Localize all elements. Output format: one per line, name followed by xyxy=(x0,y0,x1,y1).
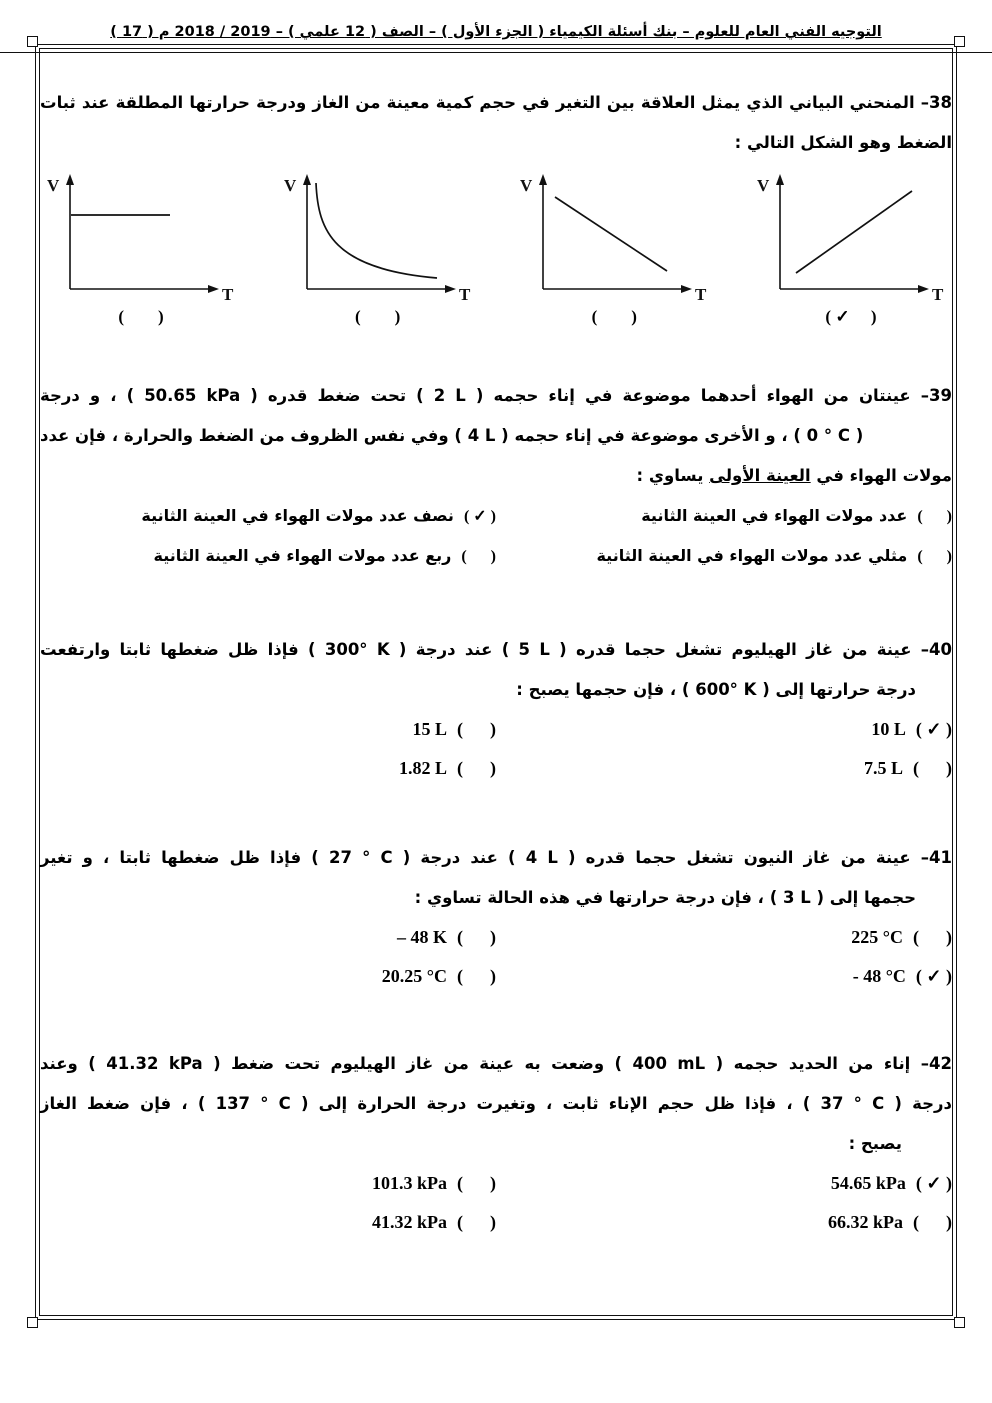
corner-ornament xyxy=(27,36,38,47)
option-mark: ( ) xyxy=(457,1173,496,1193)
question-41-text-line-1: 41– عينة من غاز النيون تشغل حجما قدره ( ⁦4 L⁩ ) عند درجة ( ⁦27 ° C⁩ ) فإذا ظل ضغطها ثابتا ، و تغير xyxy=(40,848,952,867)
option-mark: ( ) xyxy=(913,927,952,947)
v-axis-arrow-icon xyxy=(776,174,784,185)
corner-ornament xyxy=(27,1317,38,1328)
graph-answer-mark: ( ) xyxy=(354,307,401,326)
graph-option-constant-volume xyxy=(42,169,240,330)
graph-option-decreasing-line xyxy=(515,169,713,330)
question-39-options xyxy=(40,496,952,576)
question-40-text-line-1: 40– عينة من غاز الهيليوم تشغل حجما قدره ( ⁦5 L⁩ ) عند درجة ( ⁦300° K⁩ ) فإذا ظل ضغطها ثابتا وارتفعت xyxy=(40,640,952,659)
question-39-text-pre: مولات الهواء في xyxy=(810,466,952,485)
option-text: مثلي عدد مولات الهواء في العينة الثانية xyxy=(596,546,908,565)
option-value: 7.5 L xyxy=(863,758,903,778)
q42-option-2 xyxy=(40,1164,496,1203)
option-value: 10 L xyxy=(871,719,906,739)
option-value: – 48 K xyxy=(396,927,447,947)
graph-option-increasing-line xyxy=(752,169,950,330)
inverse-hyperbola-curve xyxy=(316,183,437,278)
t-axis-label: T xyxy=(458,285,470,304)
document-header xyxy=(40,0,952,40)
corner-ornament xyxy=(954,1317,965,1328)
option-mark: ( ) xyxy=(457,966,496,986)
question-41-text-line-2: حجمها إلى ( ⁦3 L⁩ ) ، فإن درجة حرارتها في هذه الحالة تساوي : xyxy=(414,888,916,907)
question-39-text-line-3 xyxy=(40,456,952,496)
header-divider xyxy=(0,52,992,53)
header-title: التوجيه الفني العام للعلوم – بنك أسئلة الكيمياء ( الجزء الأول ) – الصف ( 12 علمي ) – ⁦2018 / 2019⁩ م ( 17 ) xyxy=(110,24,882,40)
question-39-text-post: يساوي : xyxy=(636,466,710,485)
vt-graph-icon xyxy=(752,169,950,304)
t-axis-arrow-icon xyxy=(445,285,456,293)
graph-option-inverse-curve xyxy=(279,169,477,330)
question-39-underlined-phrase: العينة الأولى xyxy=(709,466,811,485)
q40-option-2 xyxy=(40,710,496,749)
question-39-text-line-2: ( ⁦0 ° C⁩ ) ، و الأخرى موضوعة في إناء حجمه ( ⁦4 L⁩ ) وفي نفس الظروف من الضغط والحرارة ، فإن عدد xyxy=(40,426,864,445)
q42-option-1 xyxy=(496,1164,952,1203)
option-value: 225 °C xyxy=(851,927,903,947)
option-mark: ( ) xyxy=(457,758,496,778)
q39-option-1 xyxy=(496,496,952,536)
q41-option-4 xyxy=(40,957,496,996)
decreasing-straight-line xyxy=(555,197,667,271)
option-mark: ( ) xyxy=(457,927,496,947)
option-mark: ( ) xyxy=(917,548,952,565)
question-39 xyxy=(40,376,952,576)
question-39-text-line-1: 39– عينتان من الهواء أحدهما موضوعة في إناء حجمه ( ⁦2 L⁩ ) تحت ضغط قدره ( ⁦50.65 kPa⁩ ) ، و درجة xyxy=(40,386,952,405)
question-41-options xyxy=(40,918,952,996)
option-text: نصف عدد مولات الهواء في العينة الثانية xyxy=(141,506,454,525)
option-mark: ( ✓ ) xyxy=(915,719,952,739)
t-axis-label: T xyxy=(695,285,707,304)
v-axis-arrow-icon xyxy=(539,174,547,185)
question-42-options xyxy=(40,1164,952,1242)
question-42-text-line-3: يصبح : xyxy=(848,1134,902,1153)
graph-answer-mark: ( ) xyxy=(118,307,164,326)
question-42 xyxy=(40,1044,952,1242)
t-axis-arrow-icon xyxy=(681,285,692,293)
q41-option-1 xyxy=(496,918,952,957)
option-value: 1.82 L xyxy=(398,758,447,778)
v-axis-arrow-icon xyxy=(303,174,311,185)
option-mark: ( ) xyxy=(913,1212,952,1232)
v-axis-label: V xyxy=(47,176,60,195)
q41-option-2 xyxy=(40,918,496,957)
option-value: 66.32 kPa xyxy=(827,1212,903,1232)
option-value: 15 L xyxy=(412,719,447,739)
option-value: 20.25 °C xyxy=(381,966,447,986)
option-text: ربع عدد مولات الهواء في العينة الثانية xyxy=(153,546,452,565)
q40-option-1 xyxy=(496,710,952,749)
q40-option-3 xyxy=(496,749,952,788)
question-40-text-line-2: درجة حرارتها إلى ( ⁦600° K⁩ ) ، فإن حجمها يصبح : xyxy=(516,680,916,699)
option-mark: ( ) xyxy=(457,1212,496,1232)
q41-option-3 xyxy=(496,957,952,996)
option-mark: ( ✓ ) xyxy=(915,1173,952,1193)
v-axis-label: V xyxy=(520,176,533,195)
q42-option-4 xyxy=(40,1203,496,1242)
option-value: 54.65 kPa xyxy=(830,1173,906,1193)
q39-option-4 xyxy=(40,536,496,576)
option-value: 41.32 kPa xyxy=(371,1212,447,1232)
increasing-straight-line xyxy=(796,191,912,273)
option-mark: ( ) xyxy=(913,758,952,778)
option-mark: ( ) xyxy=(461,548,496,565)
option-mark: ( ) xyxy=(917,508,952,525)
option-mark: ( ) xyxy=(457,719,496,739)
vt-graph-icon xyxy=(42,169,240,304)
q40-option-4 xyxy=(40,749,496,788)
question-40-options xyxy=(40,710,952,788)
question-41 xyxy=(40,838,952,996)
graph-answer-mark: ( ✓ ) xyxy=(825,307,877,326)
vt-graph-icon xyxy=(279,169,477,304)
option-mark: ( ✓ ) xyxy=(915,966,952,986)
vt-graph-icon xyxy=(515,169,713,304)
question-38-text-line-2: الضغط وهو الشكل التالي : xyxy=(734,133,952,152)
option-value: 101.3 kPa xyxy=(371,1173,447,1193)
t-axis-label: T xyxy=(931,285,944,304)
question-38 xyxy=(40,83,952,330)
v-axis-label: V xyxy=(756,176,770,195)
v-axis-label: V xyxy=(283,176,296,195)
q39-option-3 xyxy=(496,536,952,576)
graph-answer-mark: ( ) xyxy=(591,307,637,326)
option-text: عدد مولات الهواء في العينة الثانية xyxy=(641,506,908,525)
question-38-answer-graphs xyxy=(40,169,952,330)
option-mark: ( ✓ ) xyxy=(463,508,496,525)
question-42-text-line-1: 42– إناء من الحديد حجمه ( ⁦400 mL⁩ ) وضعت به عينة من غاز الهيليوم تحت ضغط ( ⁦41.32 kPa⁩ ) وعند xyxy=(40,1054,953,1073)
t-axis-arrow-icon xyxy=(918,285,929,293)
t-axis-arrow-icon xyxy=(208,285,219,293)
question-38-text-line-1: 38– المنحني البياني الذي يمثل العلاقة بين التغير في حجم كمية معينة من الغاز ودرجة حرارتها المطلقة عند ثبات xyxy=(40,93,952,112)
t-axis-label: T xyxy=(222,285,234,304)
question-42-text-line-2: درجة ( ⁦37 ° C⁩ ) ، فإذا ظل حجم الإناء ثابت ، وتغيرت درجة الحرارة إلى ( ⁦137 ° C⁩ ) ، فإن ضغط الغاز xyxy=(40,1094,952,1113)
corner-ornament xyxy=(954,36,965,47)
option-value: - 48 °C xyxy=(852,966,906,986)
q42-option-3 xyxy=(496,1203,952,1242)
question-40 xyxy=(40,630,952,788)
v-axis-arrow-icon xyxy=(66,174,74,185)
q39-option-2 xyxy=(40,496,496,536)
